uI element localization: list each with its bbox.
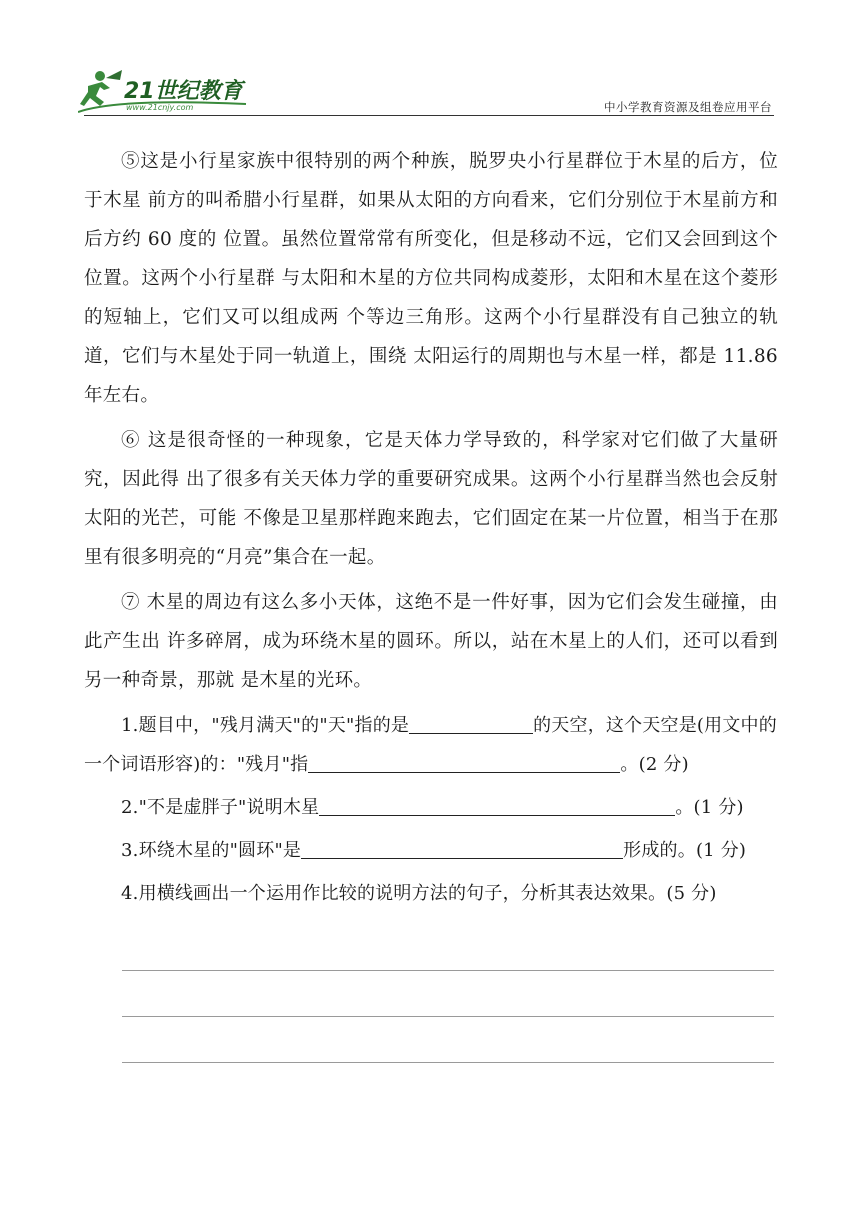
- question-1: [84, 706, 778, 784]
- question-1-blank-1[interactable]: [409, 713, 533, 734]
- document-body: [84, 142, 778, 917]
- brand-logo: [78, 68, 248, 114]
- question-1-part-b: 的天空，这个天空是(用文中的一个词语形容)的："残月"指: [84, 715, 777, 775]
- question-3-part-b: 形成的。(1 分): [623, 840, 747, 861]
- answer-line-3[interactable]: [122, 1062, 774, 1063]
- question-2-blank[interactable]: [319, 795, 675, 816]
- question-2-part-a: 2."不是虚胖子"说明木星: [121, 797, 320, 818]
- paragraph-7: ⑦ 木星的周边有这么多小天体，这绝不是一件好事，因为它们会发生碰撞，由此产生出 许多碎屑，成为环绕木星的圆环。所以，站在木星上的人们，还可以看到另一种奇景，那就 是木星的光环。: [84, 592, 778, 691]
- platform-slogan: 中小学教育资源及组卷应用平台: [604, 100, 772, 114]
- question-4: 4.用横线画出一个运用作比较的说明方法的句子，分析其表达效果。(5 分): [121, 883, 717, 904]
- question-3-part-a: 3.环绕木星的"圆环"是: [121, 840, 302, 861]
- question-2: [84, 788, 778, 827]
- question-1-blank-2[interactable]: [308, 752, 620, 773]
- answer-line-1[interactable]: [122, 970, 774, 971]
- paragraph-5: ⑤这是小行星家族中很特别的两个种族，脱罗央小行星群位于木星的后方，位于木星 前方的叫希腊小行星群，如果从太阳的方向看来，它们分别位于木星前方和后方约 60 度的 位置。虽然位置常常有所变化，但是移动不远，它们又会回到这个位置。这两个小行星群 与太阳和木星的方位共同构成菱形，太阳和木星在这个菱形的短轴上，它们又可以组成两 个等边三角形。这两个小行星群没有自己独立的轨道，它们与木星处于同一轨道上，围绕 太阳运行的周期也与木星一样，都是 11.86 年左右。: [84, 151, 778, 406]
- paragraph-6: ⑥ 这是很奇怪的一种现象，它是天体力学导致的，科学家对它们做了大量研究，因此得 出了很多有关天体力学的重要研究成果。这两个小行星群当然也会反射太阳的光芒，可能 不像是卫星那样跑来跑去，它们固定在某一片位置，相当于在那里有很多明亮的“月亮”集合在一起。: [84, 430, 778, 568]
- svg-text:www.21cnjy.com: www.21cnjy.com: [126, 103, 194, 112]
- question-2-part-b: 。(1 分): [675, 797, 744, 818]
- question-3-blank[interactable]: [301, 838, 623, 859]
- question-1-part-a: 1.题目中，"残月满天"的"天"指的是: [121, 715, 410, 736]
- runner-logo-icon: [78, 68, 248, 114]
- svg-text:21世纪教育: 21世纪教育: [124, 79, 243, 104]
- header-divider: [84, 115, 774, 116]
- question-1-part-c: 。(2 分): [620, 754, 689, 775]
- answer-area[interactable]: [122, 970, 774, 1108]
- page-header: [0, 0, 860, 120]
- answer-line-2[interactable]: [122, 1016, 774, 1017]
- question-3: [84, 831, 778, 870]
